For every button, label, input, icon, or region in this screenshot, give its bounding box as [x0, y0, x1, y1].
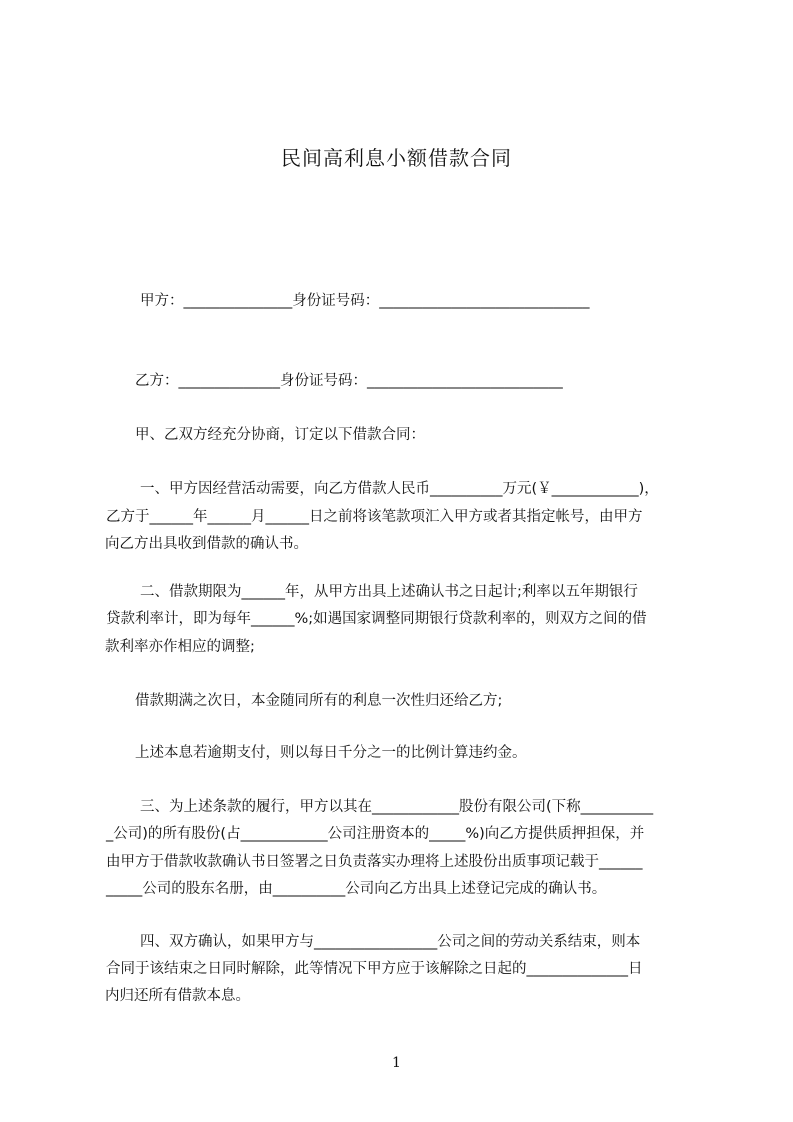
- clause3-line2: _公司)的所有股份(占____________公司注册资本的_____%)向乙方提供质押担保，并: [106, 826, 645, 842]
- clause1-line2: 乙方于______年______月______日之前将该笔款项汇入甲方或者其指定帐号，由甲方: [106, 509, 643, 525]
- clause3-line3: 由甲方于借款收款确认书日签署之日负责落实办理将上述股份出质事项记载于______: [106, 854, 643, 870]
- party-b-line: 乙方：______________身份证号码：___________________________: [135, 373, 563, 389]
- penalty-line: 上述本息若逾期支付，则以每日千分之一的比例计算违约金。: [135, 745, 527, 761]
- document-title: 民间高利息小额借款合同: [281, 146, 512, 170]
- clause4-line2: 合同于该结束之日同时解除，此等情况下甲方应于该解除之日起的______________日: [106, 961, 643, 977]
- clause4-line3: 内归还所有借款本息。: [105, 988, 250, 1004]
- clause2-line2: 贷款利率计，即为每年______%;如遇国家调整同期银行贷款利率的，则双方之间的借: [106, 611, 647, 627]
- clause3-line4: _____公司的股东名册，由__________公司向乙方出具上述登记完成的确认书。: [106, 881, 607, 897]
- clause3-line1: 三、为上述条款的履行，甲方以其在____________股份有限公司(下称__________: [140, 799, 654, 815]
- repayment-line: 借款期满之次日，本金随同所有的利息一次性归还给乙方;: [135, 693, 503, 709]
- clause4-line1: 四、双方确认，如果甲方与_________________公司之间的劳动关系结束，则本: [140, 934, 641, 950]
- clause2-line3: 款利率亦作相应的调整;: [105, 639, 255, 655]
- page-number: 1: [392, 1055, 401, 1071]
- intro-line: 甲、乙双方经充分协商，订定以下借款合同：: [135, 427, 425, 443]
- clause1-line3: 向乙方出具收到借款的确认书。: [105, 536, 308, 552]
- clause2-line1: 二、借款期限为______年，从甲方出具上述确认书之日起计;利率以五年期银行: [140, 584, 638, 600]
- clause1-line1: 一、甲方因经营活动需要，向乙方借款人民币__________万元(￥____________)，: [140, 481, 659, 497]
- party-a-line: 甲方：_______________身份证号码：_____________________________: [140, 293, 590, 309]
